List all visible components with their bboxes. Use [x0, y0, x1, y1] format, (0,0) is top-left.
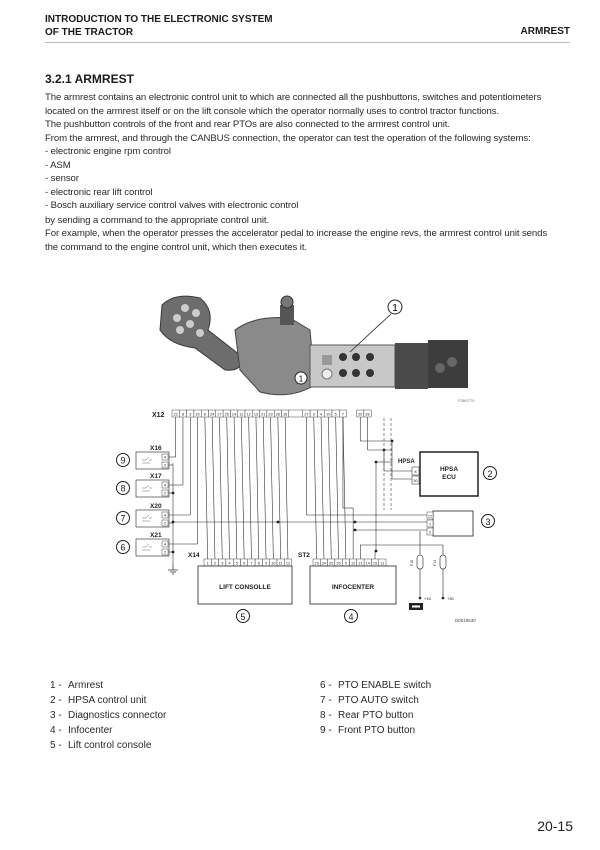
st2-pin: 14 [365, 561, 370, 566]
hpsa-ecu-label: ECU [442, 474, 456, 481]
x14-pin: 1 [206, 561, 209, 566]
list-item: - sensor [45, 173, 79, 184]
x12-pin: 23 [268, 412, 273, 417]
legend-left [50, 678, 166, 753]
supply-15: +15 [424, 596, 431, 601]
connector-pin: 4 [163, 482, 167, 488]
x12-pin: 26 [275, 412, 280, 417]
connector-pin: 2 [163, 462, 167, 468]
list-item: - Bosch auxiliary service control valves with electronic control [45, 200, 299, 211]
connector-x20 [117, 503, 170, 527]
lift-console-label: LIFT CONSOLLE [219, 584, 271, 591]
hpsa-pin: 30 [413, 478, 418, 483]
switch-connectors [117, 445, 170, 556]
x14-pin: 6 [243, 561, 246, 566]
connector-label: X21 [150, 532, 162, 539]
x14-pin: 9 [264, 561, 268, 566]
paragraph-line: the command to the engine control unit, which then executes it. [45, 241, 307, 253]
x12-pin: 17 [217, 412, 222, 417]
x14-pin: 12 [285, 561, 291, 566]
x12-pin: 28 [365, 412, 370, 417]
header-section: ARMREST [520, 26, 570, 37]
x12-pin: 10 [326, 412, 331, 417]
x12-pin: 21 [261, 412, 266, 417]
list-item: - electronic rear lift control [45, 186, 153, 198]
legend-item: 9 - Front PTO button [320, 725, 416, 736]
connector-label: X16 [150, 445, 162, 452]
x14-pin: 3 [221, 561, 224, 566]
connector-pin: 2 [163, 490, 167, 496]
callout-3: 3 [485, 517, 491, 527]
list-item: - ASM [45, 159, 71, 171]
x12-pin: 15 [195, 412, 200, 417]
x12-pin: 16 [283, 412, 288, 417]
hpsa-ecu-label: HPSA [439, 466, 459, 473]
header-title-line2: OF THE TRACTOR [45, 27, 134, 38]
x12-pin: 9 [312, 412, 315, 417]
photo-callout-secondary: 1 [298, 374, 304, 384]
x12-pin: 7 [341, 412, 345, 417]
x12-pin: 11 [239, 412, 244, 417]
st2-pin: 25 [329, 561, 334, 566]
connector-x16 [117, 445, 170, 469]
legend-item: 2 - HPSA control unit [50, 695, 147, 706]
x12-pin: 8 [181, 412, 185, 417]
header-title-line1: INTRODUCTION TO THE ELECTRONIC SYSTEM [45, 14, 273, 25]
st2-pin: 24 [321, 561, 327, 566]
connector-label: X17 [150, 473, 162, 480]
paragraph-line: by sending a command to the appropriate control unit. [45, 214, 270, 226]
callout-2: 2 [487, 469, 493, 479]
st2-pin: 11 [380, 561, 385, 566]
callout-7: 7 [120, 513, 126, 524]
supply-30: +30 [447, 596, 454, 601]
x12-pin-row [172, 410, 371, 417]
paragraph-line: The armrest contains an electronic control unit to which are connected all the pushbuttons, switches and potentiometers [45, 92, 542, 103]
legend-item: 4 - Infocenter [50, 725, 113, 736]
wiring-diagram [117, 410, 497, 623]
st2-pin: 15 [372, 561, 378, 566]
x12-pin: 4 [319, 412, 323, 417]
diag-pin: 1 [428, 522, 432, 527]
x12-pin: 20 [358, 412, 363, 417]
connector-pin: 4 [163, 541, 167, 547]
st2-pin: 23 [314, 561, 319, 566]
st2-pin: 12 [351, 561, 356, 566]
list-item: - electronic engine rpm control [45, 146, 171, 157]
connector-x21 [117, 532, 170, 556]
legend-right [320, 678, 431, 738]
connector-pin: 4 [163, 454, 167, 460]
callout-8: 8 [120, 483, 126, 494]
wires [168, 417, 433, 565]
diag-pin: 12 [427, 514, 433, 519]
x14-pin: 2 [213, 561, 217, 566]
callout-5: 5 [240, 612, 246, 622]
connector-pin: 2 [163, 549, 167, 555]
x12-pin: 3 [189, 412, 192, 417]
legend-item: 5 - Lift control console [50, 740, 152, 751]
connector-label: X20 [150, 503, 162, 510]
paragraph-line: From the armrest, and through the CANBUS connection, the operator can test the operation of the following systems: [45, 132, 531, 144]
photo-code: P3B0770 [458, 398, 475, 403]
paragraph-line: located on the armrest itself or on the lift console which the operator normally uses to control tractor functions. [45, 105, 500, 117]
diagram-code: D0019530 [455, 618, 476, 623]
x14-pin: 4 [228, 561, 231, 566]
page-number: 20-15 [537, 818, 573, 834]
x14-pin: 7 [250, 561, 253, 566]
connector-x17 [117, 473, 170, 497]
st2-pin: 21 [358, 561, 363, 566]
fuse-1-label: F16 [410, 559, 414, 566]
x12-pin: 6 [203, 412, 206, 417]
st2-pin: 26 [336, 561, 341, 566]
callout-9: 9 [120, 455, 126, 466]
st2-label: ST2 [298, 552, 310, 559]
x14-pin: 10 [271, 561, 276, 566]
callout-6: 6 [120, 542, 126, 553]
x14-pin: 5 [235, 561, 238, 566]
x12-pin: 24 [210, 412, 215, 417]
infocenter-label: INFOCENTER [331, 584, 375, 591]
paragraph-line: The pushbutton controls of the front and rear PTOs are also connected to the armrest control unit. [45, 119, 450, 130]
x12-pin: 25 [224, 412, 229, 417]
x12-pin: 27 [304, 412, 309, 417]
legend-item: 3 - Diagnostics connector [50, 710, 167, 721]
diagnostics-connector-box [433, 511, 473, 536]
section-title: 3.2.1 ARMREST [45, 72, 134, 86]
legend-item: 7 - PTO AUTO switch [320, 695, 419, 706]
x12-pin: 14 [231, 412, 237, 417]
x14-pin: 8 [257, 561, 260, 566]
connector-pin: 4 [163, 512, 167, 518]
hpsa-pin: X [414, 469, 417, 474]
x14-label: X14 [188, 552, 200, 559]
x12-label: X12 [152, 412, 165, 419]
legend-item: 8 - Rear PTO button [320, 710, 414, 721]
photo-callout: 1 [392, 303, 398, 314]
diag-pin: 2 [428, 530, 432, 535]
paragraph-line: For example, when the operator presses the accelerator pedal to increase the engine revs, the armrest control unit sends [45, 228, 548, 239]
x14-pin: 11 [278, 561, 283, 566]
fuse-2-label: F14 [433, 559, 437, 566]
x12-pin: 12 [246, 412, 251, 417]
armrest-photo [148, 280, 475, 405]
x12-pin: 13 [253, 412, 259, 417]
x12-pin: 22 [173, 412, 178, 417]
legend-item: 6 - PTO ENABLE switch [320, 680, 432, 691]
connector-pin: 2 [163, 520, 167, 526]
st2-pin: 5 [344, 561, 347, 566]
x12-pin: 5 [334, 412, 337, 417]
hpsa-label: HPSA [398, 459, 415, 465]
callout-4: 4 [348, 612, 354, 622]
legend-item: 1 - Armrest [50, 680, 103, 691]
